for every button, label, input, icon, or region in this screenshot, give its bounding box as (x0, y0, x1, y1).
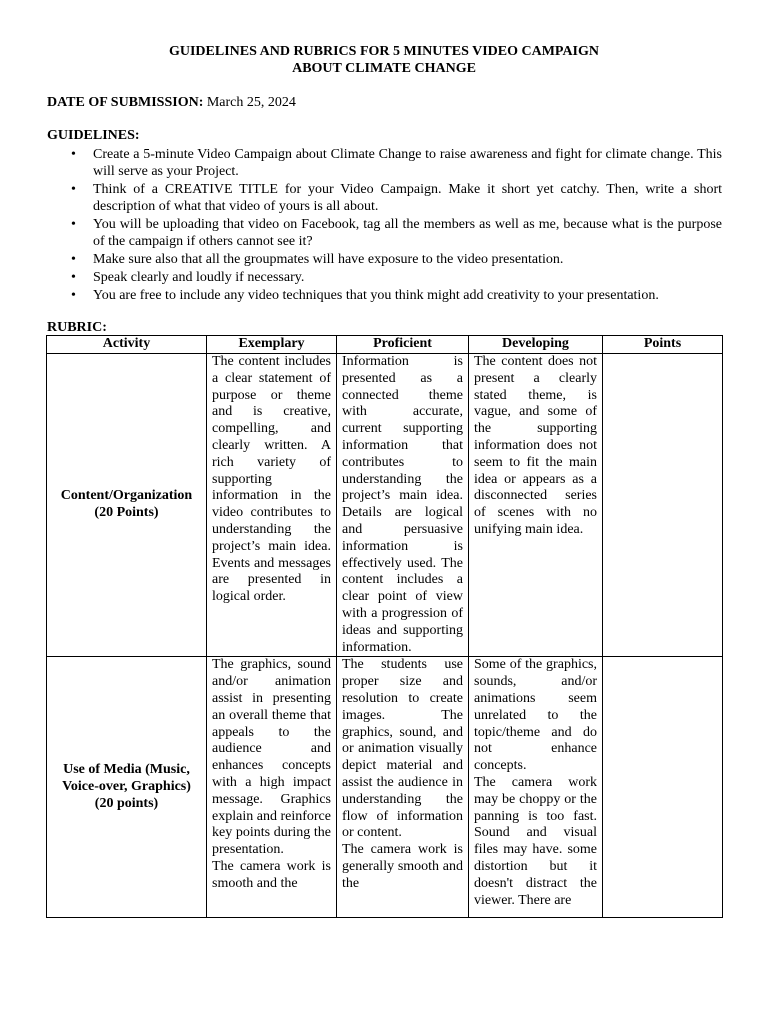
rubric-table (46, 335, 723, 918)
developing-cell: The content does not present a clearly stated theme, is vague, and some of the supporting information does not seem to fit the main idea or appears as a disconnected series of scenes with no unifying main idea. (469, 354, 603, 657)
table-row (47, 657, 723, 918)
activity-cell: Content/Organization (20 Points) (47, 354, 207, 657)
guidelines-heading: GUIDELINES: (47, 128, 140, 143)
submission-label: DATE OF SUBMISSION: (47, 95, 204, 110)
column-header-points: Points (603, 336, 723, 354)
document-title (0, 43, 768, 77)
developing-cell: Some of the graphics, sounds, and/or animations seem unrelated to the topic/theme and do not enhance concepts. The camera work may be choppy or the panning is too fast. Sound and visual files may have. some distortion but it doesn't distract the viewer. There are (474, 657, 597, 908)
rubric-heading: RUBRIC: (47, 320, 107, 335)
title-line-2: ABOUT CLIMATE CHANGE (292, 61, 476, 76)
exemplary-cell: The content includes a clear statement of purpose or theme and is creative, compelling, and clearly written. A rich variety of supporting information in the video contributes to understanding the project’s main idea. Events and messages are presented in logical order. (207, 354, 337, 657)
guidelines-list (47, 146, 722, 305)
proficient-cell: The students use proper size and resolution to create images. The graphics, sound, and or animation visually depict material and assist the audience in understanding the flow of information or content. The camera work is generally smooth and the (342, 657, 463, 891)
points-cell (603, 354, 723, 657)
title-line-1: GUIDELINES AND RUBRICS FOR 5 MINUTES VIDEO CAMPAIGN (168, 44, 600, 59)
points-cell (603, 657, 723, 918)
guideline-item: • Create a 5-minute Video Campaign about Climate Change to raise awareness and fight for climate change. This will serve as your Project. (47, 146, 722, 180)
column-header-activity: Activity (47, 336, 207, 354)
rubric-header-row (47, 336, 723, 354)
column-header-developing: Developing (469, 336, 603, 354)
guideline-item: • Make sure also that all the groupmates will have exposure to the video presentation. (47, 251, 722, 268)
guideline-item: • Think of a CREATIVE TITLE for your Video Campaign. Make it short yet catchy. Then, write a short description of what that video of yours is all about. (47, 181, 722, 215)
guideline-item: • You are free to include any video techniques that you think might add creativity to your presentation. (47, 287, 722, 304)
column-header-proficient: Proficient (337, 336, 469, 354)
exemplary-cell: The graphics, sound and/or animation assist in presenting an overall theme that appeals to the audience and enhances concepts with a high impact message. Graphics explain and reinforce key points during the presentation. The camera work is smooth and the (212, 657, 331, 891)
submission-date (47, 94, 296, 111)
guideline-item: • Speak clearly and loudly if necessary. (47, 269, 722, 286)
table-row (47, 354, 723, 657)
activity-cell: Use of Media (Music, Voice-over, Graphics) (20 points) (47, 657, 207, 918)
proficient-cell: Information is presented as a connected theme with accurate, current supporting information that contributes to understanding the project’s main idea. Details are logical and persuasive information is effectively used. The content includes a clear point of view with a progression of ideas and supporting information. (337, 354, 469, 657)
guideline-item: • You will be uploading that video on Facebook, tag all the members as well as me, because what is the purpose of the campaign if others cannot see it? (47, 216, 722, 250)
column-header-exemplary: Exemplary (207, 336, 337, 354)
submission-value: March 25, 2024 (203, 95, 296, 110)
